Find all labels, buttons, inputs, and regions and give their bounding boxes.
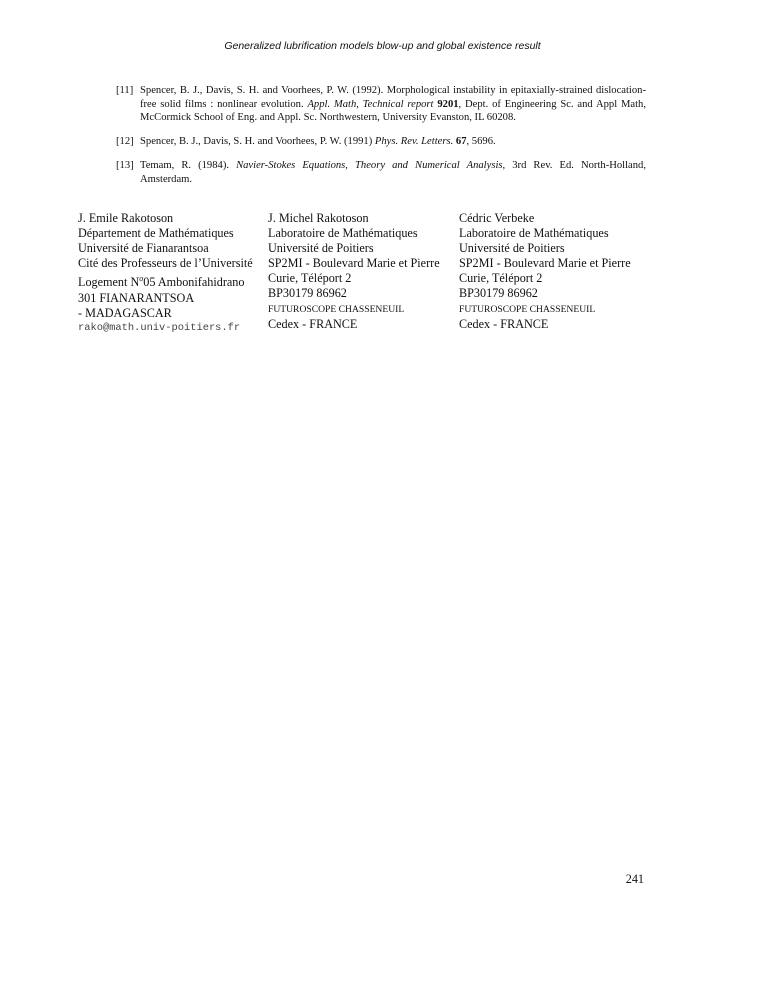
address-line: - MADAGASCAR [78,305,172,320]
reference-number: [11] [116,85,134,96]
author-university: Université de Poitiers [459,241,565,256]
author-address-3 [459,211,631,332]
address-line: SP2MI - Boulevard Marie et Pierre [459,256,631,271]
address-line: BP30179 86962 [268,286,347,301]
address-line: Cité des Professeurs de l’Université [78,256,253,271]
address-line: Curie, Téléport 2 [268,271,352,286]
reference-authors: Spencer, B. J., Davis, S. H. and Voorhees, P. W. (1991) [140,136,375,148]
author-department: Laboratoire de Mathématiques [268,226,418,241]
reference-authors: Spencer, B. J., Davis, S. H. and Voorhees, P. W. (1992). Morphological instability in epitaxially-strained dislocation-free solid films : nonlinear evolution. [140,85,646,110]
address-line: FUTUROSCOPE CHASSENEUIL [459,303,596,315]
address-line: BP30179 86962 [459,286,538,301]
address-text: 05 Ambonifahidrano [143,275,245,290]
reference-volume: 9201 [437,98,459,110]
author-address-1 [78,211,253,336]
reference-11 [116,84,646,125]
reference-13 [116,159,646,186]
address-line: Cedex - FRANCE [459,316,549,331]
author-department: Département de Mathématiques [78,226,234,241]
address-line: FUTUROSCOPE CHASSENEUIL [268,303,405,315]
author-name: J. Michel Rakotoson [268,211,369,225]
address-line [78,271,253,290]
page-number: 241 [625,872,644,886]
reference-number: [13] [116,159,134,171]
author-address-2 [268,211,440,332]
author-university: Université de Poitiers [268,241,374,256]
reference-rest: , 5696. [466,136,496,148]
reference-number: [12] [116,136,134,148]
author-email[interactable]: rako@math.univ-poitiers.fr [78,321,241,334]
address-line: Cedex - FRANCE [268,316,358,331]
reference-rest: , 3rd Rev. Ed. North-Holland, Amsterdam. [140,159,647,185]
running-head: Generalized lubrification models blow-up and global existence result [224,40,541,52]
reference-journal: Navier-Stokes Equations, Theory and Numerical Analysis [236,159,503,171]
reference-journal: Appl. Math, Technical report [307,98,434,110]
address-line: 301 FIANARANTSOA [78,290,195,305]
address-line: SP2MI - Boulevard Marie et Pierre [268,256,440,271]
author-university: Université de Fianarantsoa [78,241,209,256]
reference-journal: Phys. Rev. Letters. [374,136,454,148]
author-name: J. Emile Rakotoson [78,211,174,225]
superscript-o: o [139,274,144,284]
reference-12 [116,135,646,149]
reference-volume: 67 [455,136,467,148]
references-list [116,84,646,196]
address-text: Logement N [78,275,140,290]
author-name: Cédric Verbeke [459,211,535,225]
author-department: Laboratoire de Mathématiques [459,226,609,241]
address-line: Curie, Téléport 2 [459,271,543,286]
reference-authors: Temam, R. (1984). [140,159,237,171]
reference-rest: , Dept. of Engineering Sc. and Appl Math, McCormick School of Eng. and Appl. Sc. Northwestern, University Evanston, IL 60208. [140,98,646,124]
